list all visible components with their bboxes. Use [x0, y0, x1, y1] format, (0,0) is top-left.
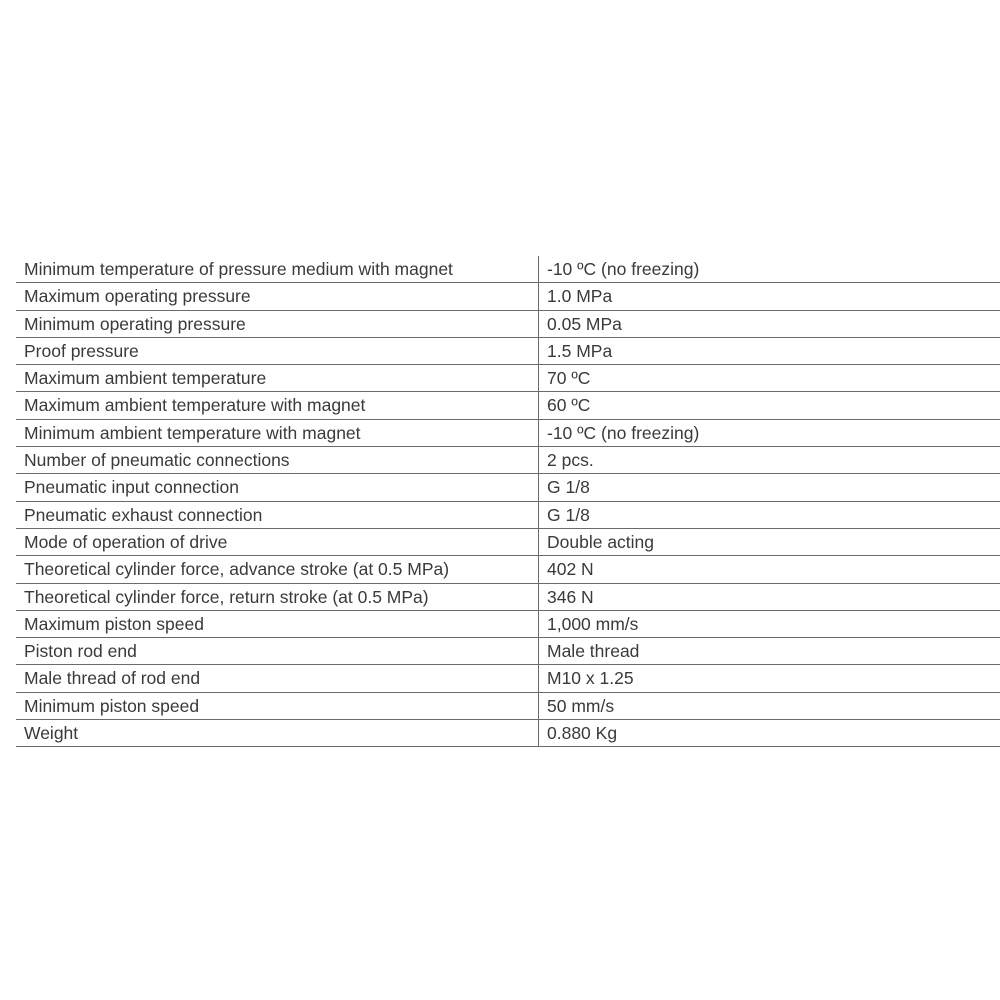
table-row — [16, 392, 1000, 419]
table-row — [16, 256, 1000, 283]
table-row — [16, 311, 1000, 338]
spec-label: Maximum ambient temperature with magnet — [16, 392, 539, 418]
spec-value: 346 N — [547, 586, 594, 607]
column-divider-top — [538, 256, 539, 260]
table-row — [16, 693, 1000, 720]
spec-label: Maximum piston speed — [16, 611, 539, 637]
spec-label: Minimum temperature of pressure medium with magnet — [16, 256, 539, 282]
table-row — [16, 420, 1000, 447]
table-row — [16, 611, 1000, 638]
spec-value: 70 ºC — [547, 368, 591, 389]
table-row — [16, 283, 1000, 310]
spec-value: G 1/8 — [547, 504, 590, 525]
specification-table — [16, 256, 1000, 747]
spec-value: 50 mm/s — [547, 695, 615, 716]
spec-value: 0.05 MPa — [547, 313, 622, 334]
spec-label: Male thread of rod end — [16, 665, 539, 691]
spec-value: 2 pcs. — [547, 450, 594, 471]
spec-label: Maximum operating pressure — [16, 283, 539, 309]
table-row — [16, 338, 1000, 365]
spec-value: 402 N — [547, 559, 594, 580]
spec-value: M10 x 1.25 — [547, 668, 634, 689]
table-row — [16, 665, 1000, 692]
spec-label: Weight — [16, 720, 539, 746]
table-row — [16, 638, 1000, 665]
spec-value: Male thread — [547, 641, 640, 662]
table-row — [16, 556, 1000, 583]
spec-value: -10 ºC (no freezing) — [547, 422, 700, 443]
spec-label: Mode of operation of drive — [16, 529, 539, 555]
spec-label: Minimum operating pressure — [16, 311, 539, 337]
table-row — [16, 474, 1000, 501]
spec-value: G 1/8 — [547, 477, 590, 498]
spec-label: Minimum piston speed — [16, 693, 539, 719]
spec-label: Theoretical cylinder force, return stroke (at 0.5 MPa) — [16, 584, 539, 610]
spec-label: Piston rod end — [16, 638, 539, 664]
spec-label: Minimum ambient temperature with magnet — [16, 420, 539, 446]
spec-value: 1,000 mm/s — [547, 613, 639, 634]
spec-label: Maximum ambient temperature — [16, 365, 539, 391]
spec-label: Proof pressure — [16, 338, 539, 364]
spec-label: Number of pneumatic connections — [16, 447, 539, 473]
table-row — [16, 447, 1000, 474]
spec-value: 60 ºC — [547, 395, 591, 416]
spec-value: -10 ºC (no freezing) — [547, 259, 700, 279]
spec-value: 0.880 Kg — [547, 723, 618, 744]
spec-label: Theoretical cylinder force, advance stroke (at 0.5 MPa) — [16, 556, 539, 582]
spec-label: Pneumatic input connection — [16, 474, 539, 500]
spec-value: 1.0 MPa — [547, 286, 613, 307]
spec-label: Pneumatic exhaust connection — [16, 502, 539, 528]
table-row — [16, 720, 1000, 747]
spec-value: Double acting — [547, 531, 655, 552]
table-row — [16, 502, 1000, 529]
table-row — [16, 365, 1000, 392]
table-row — [16, 529, 1000, 556]
spec-value: 1.5 MPa — [547, 340, 613, 361]
table-row — [16, 584, 1000, 611]
